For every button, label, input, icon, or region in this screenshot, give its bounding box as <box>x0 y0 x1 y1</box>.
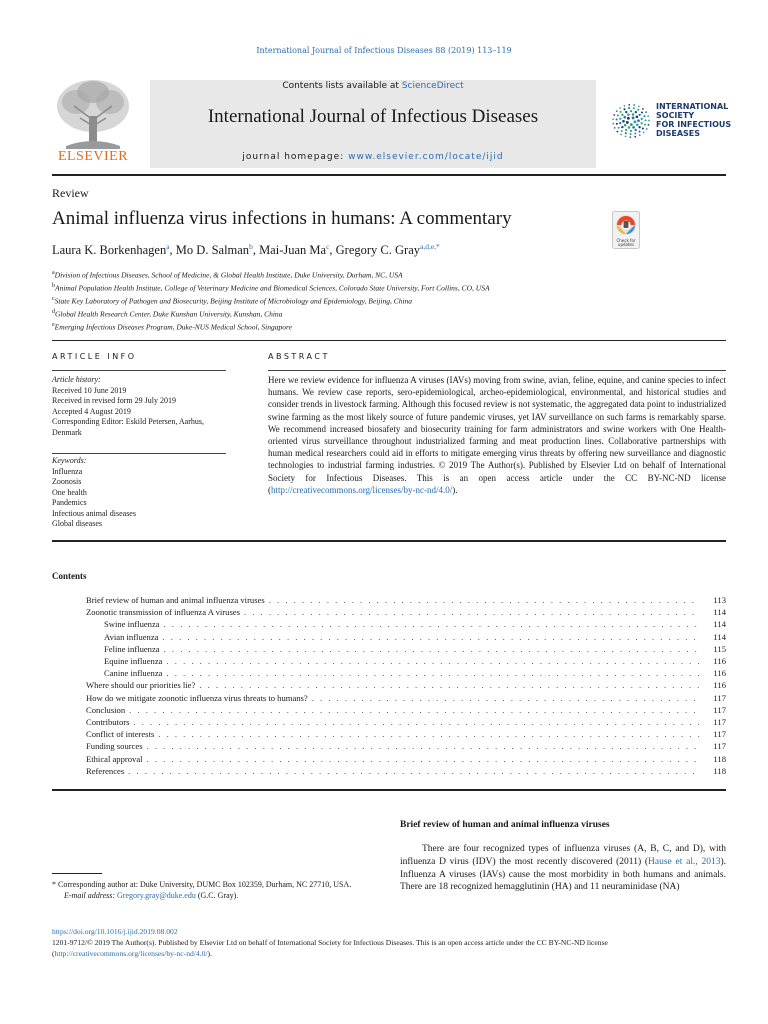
copyright-closing: ). <box>207 949 212 958</box>
globe-dot <box>641 122 643 124</box>
page-footer <box>52 926 728 959</box>
toc-page: 117 <box>713 704 726 715</box>
globe-dot <box>627 113 630 116</box>
article-history-heading: Article history: <box>52 375 101 384</box>
abstract-closing: ). <box>452 484 458 495</box>
globe-dot <box>634 136 636 138</box>
body-paragraph <box>400 843 726 894</box>
toc-page: 118 <box>713 765 726 776</box>
affiliation-marker: b <box>52 283 55 289</box>
globe-dot <box>632 113 635 116</box>
globe-dot <box>626 121 629 124</box>
journal-homepage-line <box>150 152 596 162</box>
toc-page: 113 <box>713 595 726 605</box>
globe-dot <box>644 124 646 126</box>
toc-label[interactable]: Canine influenza <box>104 668 163 679</box>
article-info-heading: ARTICLE INFO <box>52 352 137 361</box>
globe-dot <box>635 129 637 131</box>
toc-leader <box>162 631 700 643</box>
toc-leader <box>147 740 700 752</box>
keyword: Zoonosis <box>52 477 82 486</box>
globe-dot <box>641 118 643 120</box>
toc-entry[interactable] <box>86 655 726 667</box>
globe-dot <box>644 119 646 121</box>
toc-entry[interactable] <box>86 618 726 630</box>
sciencedirect-link[interactable]: ScienceDirect <box>401 81 464 91</box>
globe-dot <box>624 105 626 107</box>
toc-entry[interactable] <box>86 692 726 704</box>
abstract-text <box>268 374 726 496</box>
globe-dot <box>622 120 625 123</box>
author-affiliation-marker[interactable]: a <box>166 242 170 251</box>
toc-leader <box>133 716 700 728</box>
globe-dot <box>616 110 618 112</box>
globe-dot <box>621 126 623 128</box>
globe-dot <box>641 111 643 113</box>
affiliation-marker: d <box>52 309 55 315</box>
toc-label[interactable]: References <box>86 765 125 776</box>
globe-dot <box>628 107 630 109</box>
toc-label[interactable]: Contributors <box>86 717 130 728</box>
affiliation-text: Animal Population Health Institute, College of Veterinary Medicine and Biomedical Sciences, Colorado State University, Fort Collins, CO, USA <box>55 283 490 293</box>
toc-leader <box>199 679 700 691</box>
footnote-address: * Corresponding author at: Duke University, DUMC Box 102359, Durham, NC 27710, USA. <box>52 880 352 889</box>
globe-dot <box>636 116 639 119</box>
isid-globe-logo[interactable] <box>610 100 652 142</box>
history-item: Accepted 4 August 2019 <box>52 406 131 416</box>
history-item: Received 10 June 2019 <box>52 385 127 395</box>
globe-dot <box>647 115 649 117</box>
footnote-rule <box>52 873 102 874</box>
toc-entry[interactable] <box>86 667 726 679</box>
toc-label[interactable]: Conclusion <box>86 704 126 715</box>
globe-dot <box>630 130 632 132</box>
article-info-rule <box>52 370 226 371</box>
license-link[interactable]: http://creativecommons.org/licenses/by-nc-nd/4.0/ <box>271 484 453 495</box>
toc-entry[interactable] <box>86 643 726 655</box>
article-title: Animal influenza virus infections in humans: A commentary <box>52 208 512 229</box>
globe-dot <box>628 126 631 129</box>
toc-leader <box>244 606 700 618</box>
footnote-email-line <box>52 890 382 901</box>
globe-dot <box>621 114 623 116</box>
toc-entry[interactable] <box>86 704 726 716</box>
globe-dot <box>642 127 644 129</box>
author-list: Laura K. Borkenhagen$^a$, Mo D. Salman$^b$, Mai-Juan Ma$^c$, Gregory C. Gray$^{a,d,e,*}$ <box>52 242 440 258</box>
keyword: One health <box>52 487 87 497</box>
globe-dot <box>638 106 640 108</box>
copyright-body: 1201-9712/© 2019 The Author(s). Published by Elsevier Ltd on behalf of International Society for Infectious Diseases. This is an open access article under the CC BY-NC-ND license ( <box>52 938 608 958</box>
toc-page: 115 <box>713 643 726 654</box>
copyright-text <box>52 937 728 959</box>
toc-entry[interactable] <box>86 753 726 765</box>
journal-title: International Journal of Infectious Diseases <box>207 106 539 127</box>
corresponding-author-footnote <box>52 879 382 901</box>
affiliation-text: Division of Infectious Diseases, School of Medicine, & Global Health Institute, Duke University, Durham, NC, USA <box>54 270 403 280</box>
contents-available-line <box>150 81 596 91</box>
globe-dot <box>613 114 615 116</box>
affiliation-text: State Key Laboratory of Pathogen and Biosecurity, Beijing Institute of Microbiology and Epidemiology, Beijing, China <box>54 296 413 306</box>
toc-page: 116 <box>713 668 726 679</box>
toc-entry[interactable] <box>86 765 726 777</box>
affiliation-item <box>52 281 490 294</box>
title-block-divider <box>52 340 726 341</box>
toc-leader <box>129 704 700 716</box>
toc-leader <box>147 753 700 765</box>
email-suffix: (G.C. Gray). <box>195 891 239 900</box>
globe-dot <box>646 128 648 130</box>
check-for-updates-icon[interactable] <box>612 211 640 249</box>
abstract-rule <box>268 370 726 371</box>
author-name[interactable]: Mai-Juan Ma <box>259 243 327 258</box>
toc-label[interactable]: How do we mitigate zoonotic influenza virus threats to humans? <box>86 692 308 703</box>
homepage-link[interactable]: www.elsevier.com/locate/ijid <box>348 152 504 162</box>
globe-dot <box>635 111 637 113</box>
toc-page: 116 <box>713 680 726 691</box>
globe-dot <box>618 127 620 129</box>
toc-label[interactable]: Feline influenza <box>104 643 160 654</box>
section-heading: Brief review of human and animal influenza viruses <box>400 820 610 830</box>
history-item: Received in revised form 29 July 2019 <box>52 396 176 405</box>
toc-page: 117 <box>713 741 726 752</box>
globe-dot <box>643 115 645 117</box>
toc-entry[interactable] <box>86 728 726 740</box>
toc-label[interactable]: Avian influenza <box>104 631 159 642</box>
article-section-label: Review <box>52 186 89 200</box>
globe-dot <box>620 134 622 136</box>
contents-available-prefix: Contents lists available at <box>282 81 402 91</box>
author-affiliation-marker[interactable]: c <box>326 242 330 251</box>
globe-dot <box>633 120 636 123</box>
toc-entry[interactable] <box>86 606 726 618</box>
globe-dot <box>636 123 639 126</box>
author-email-link[interactable]: Gregory.gray@duke.edu <box>117 891 196 900</box>
keyword: Infectious animal diseases <box>52 508 136 518</box>
keyword: Pandemics <box>52 498 87 507</box>
globe-dot <box>619 107 621 109</box>
contents-divider <box>52 789 726 791</box>
keyword: Influenza <box>52 466 83 476</box>
abstract-body: Here we review evidence for influenza A viruses (IAVs) moving from swine, avian, feline, equine, and canine species to infect humans. We review case reports, sero-epidemiological, archeo-epidemiological, environmental, and historical studies and consider trends in livestock farming. Although this focused review is not systematic, the aggregated data point to industrialized swine farming as the most likely source of future pandemic viruses, yet IAV surveillance on such farms is remarkably sparse. We recommend increased biosafety and biosecurity training for farm administrators and swine workers with One Health-oriented virus surveillance throughout industrialized farming and meat production lines. Collaborative partnerships with human medical researchers could aid in efforts to mitigate emerging virus threats by offering new surveillance and diagnostic technologies to industrial farming industries. © 2019 The Author(s). Published by Elsevier Ltd on behalf of International Society for Infectious Diseases. This is an open access article under the CC BY-NC-ND license ( <box>268 375 726 495</box>
globe-dot <box>625 132 627 134</box>
article-history <box>52 375 230 438</box>
svg-text:updates: updates <box>617 242 635 247</box>
globe-dot <box>629 136 631 138</box>
toc-leader <box>312 692 700 704</box>
paragraph-text: There are four recognized types of influenza viruses (A, B, C, and D), with influenza D virus (IDV) the most recently discovered (2011) ( <box>400 844 726 867</box>
globe-dot <box>623 116 626 119</box>
globe-dot <box>623 108 625 110</box>
globe-dot <box>642 108 644 110</box>
affiliation-list <box>52 268 490 333</box>
toc-label[interactable]: Swine influenza <box>104 619 160 630</box>
globe-dot <box>628 104 630 106</box>
author-name[interactable]: Gregory C. Gray <box>335 243 421 258</box>
globe-dot <box>630 133 632 135</box>
toc-label[interactable]: Ethical approval <box>86 753 143 764</box>
history-item: Corresponding Editor: Eskild Petersen, Aarhus, Denmark <box>52 417 204 437</box>
toc-leader <box>164 618 700 630</box>
email-label: E-mail address: <box>64 891 118 900</box>
affiliation-item <box>52 307 490 320</box>
globe-dot <box>630 110 632 112</box>
paragraph-text: ). Influenza A viruses (IAVs) cause the most morbidity in both humans and animals. There are 18 recognized hemagglutinin (HA) and 11 neuraminidase (NA) <box>400 856 726 893</box>
affiliation-text: Emerging Infectious Diseases Program, Duke-NUS Medical School, Singapore <box>54 322 292 332</box>
affiliation-item <box>52 268 490 281</box>
affiliation-item <box>52 320 490 333</box>
society-line: FOR INFECTIOUS <box>656 120 732 129</box>
toc-page: 117 <box>713 729 726 740</box>
globe-dot <box>616 118 618 120</box>
toc-leader <box>269 594 700 606</box>
toc-entry[interactable] <box>86 716 726 728</box>
globe-dot <box>625 136 627 138</box>
toc-leader <box>158 728 700 740</box>
toc-entry[interactable] <box>86 740 726 752</box>
globe-dot <box>612 123 614 125</box>
contents-heading: Contents <box>52 571 87 581</box>
toc-page: 114 <box>713 631 726 642</box>
society-line: INTERNATIONAL <box>656 102 729 111</box>
globe-dot <box>632 116 635 119</box>
globe-dot <box>625 129 627 131</box>
header-divider <box>52 174 726 176</box>
affiliation-marker: c <box>52 296 55 302</box>
journal-citation[interactable]: International Journal of Infectious Diseases 88 (2019) 113–119 <box>256 46 512 55</box>
keyword: Global diseases <box>52 519 102 528</box>
toc-leader <box>164 643 700 655</box>
abstract-divider <box>52 540 726 542</box>
globe-dot <box>638 114 640 116</box>
author-name[interactable]: Laura K. Borkenhagen <box>52 243 167 258</box>
abstract-heading: ABSTRACT <box>268 352 330 361</box>
toc-page: 117 <box>713 717 726 728</box>
globe-dot <box>648 124 650 126</box>
homepage-prefix: journal homepage: <box>242 152 349 162</box>
keywords-list <box>52 456 230 530</box>
toc-leader <box>128 765 700 777</box>
globe-dot <box>612 118 614 120</box>
globe-dot <box>627 117 630 120</box>
toc-page: 114 <box>713 619 726 630</box>
globe-dot <box>617 114 619 116</box>
toc-label[interactable]: Equine influenza <box>104 656 163 667</box>
keywords-rule <box>52 453 226 454</box>
toc-label[interactable]: Brief review of human and animal influenza viruses <box>86 595 265 605</box>
author-name[interactable]: Mo D. Salman <box>175 243 250 258</box>
globe-dot <box>648 120 650 122</box>
globe-dot <box>637 109 639 111</box>
toc-page: 116 <box>713 656 726 667</box>
table-of-contents <box>86 594 726 777</box>
toc-leader <box>166 655 700 667</box>
toc-page: 114 <box>713 607 726 618</box>
globe-dot <box>639 131 641 133</box>
globe-dot <box>630 123 633 126</box>
globe-dot <box>614 127 616 129</box>
globe-dot <box>634 132 636 134</box>
footer-license-link[interactable]: http://creativecommons.org/licenses/by-nc-nd/4.0/ <box>54 949 208 958</box>
globe-dot <box>619 122 621 124</box>
globe-dot <box>624 124 627 127</box>
citation-link[interactable]: Hause et al., 2013 <box>648 856 721 867</box>
affiliation-marker: e <box>52 322 55 328</box>
globe-dot <box>632 126 635 129</box>
toc-entry[interactable] <box>86 679 726 691</box>
toc-page: 118 <box>713 753 726 764</box>
globe-dot <box>633 107 635 109</box>
author-affiliation-marker[interactable]: b <box>249 242 253 251</box>
toc-label[interactable]: Zoonotic transmission of influenza A viruses <box>86 607 240 618</box>
doi-link[interactable]: https://doi.org/10.1016/j.ijid.2019.08.002 <box>52 927 178 936</box>
globe-dot <box>616 123 618 125</box>
globe-dot <box>625 111 627 113</box>
society-line: SOCIETY <box>656 111 695 120</box>
globe-dot <box>638 126 640 128</box>
toc-leader <box>166 667 700 679</box>
globe-dot <box>639 134 641 136</box>
globe-dot <box>643 132 645 134</box>
society-line: DISEASES <box>656 129 701 138</box>
toc-label[interactable]: Conflict of interests <box>86 729 155 740</box>
affiliation-text: Global Health Research Center, Duke Kunshan University, Kunshan, China <box>55 309 283 319</box>
globe-dot <box>620 111 622 113</box>
affiliation-marker: a <box>52 270 55 276</box>
elsevier-wordmark: ELSEVIER <box>57 149 129 164</box>
toc-label[interactable]: Where should our priorities lie? <box>86 680 196 691</box>
toc-page: 117 <box>713 692 726 703</box>
globe-dot <box>619 118 621 120</box>
globe-dot <box>633 104 635 106</box>
keywords-heading: Keywords: <box>52 456 87 465</box>
isid-society-name <box>656 102 731 138</box>
toc-label[interactable]: Funding sources <box>86 741 143 752</box>
globe-dot <box>637 119 640 122</box>
author-affiliation-marker[interactable]: a,d,e,* <box>420 242 440 251</box>
globe-dot <box>617 131 619 133</box>
globe-dot <box>621 130 623 132</box>
toc-entry[interactable] <box>86 594 726 606</box>
affiliation-item <box>52 294 490 307</box>
toc-entry[interactable] <box>86 631 726 643</box>
globe-dot <box>645 111 647 113</box>
svg-text:Check for: Check for <box>616 238 636 243</box>
